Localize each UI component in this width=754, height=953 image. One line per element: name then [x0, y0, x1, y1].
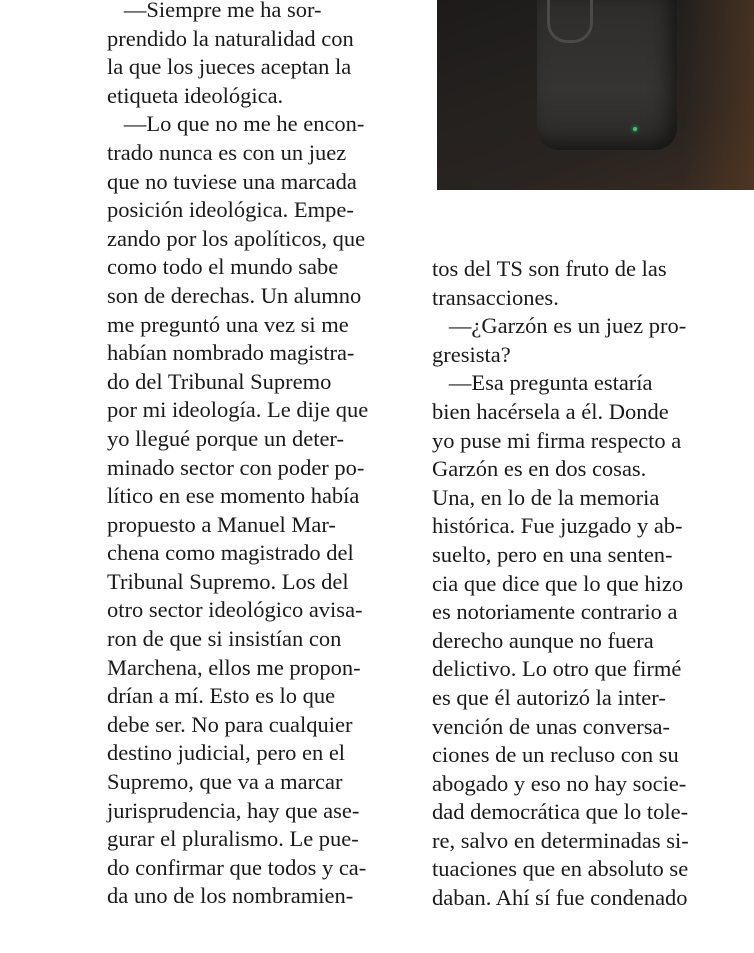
- text-line: es notoriamente contrario a: [432, 599, 678, 625]
- text-line: destino judicial, pero en el: [107, 740, 346, 766]
- text-line: son de derechas. Un alumno: [107, 282, 362, 308]
- article-column-left: [107, 0, 397, 911]
- text-line: da uno de los nombramien-: [107, 883, 354, 909]
- text-line: suelto, pero en una senten-: [432, 541, 673, 567]
- text-line: derecho aunque no fuera: [432, 627, 654, 653]
- text-line: re, salvo en determinadas si-: [432, 827, 689, 853]
- article-photo: [437, 0, 754, 190]
- text-line: debe ser. No para cualquier: [107, 711, 353, 737]
- text-line: zando por los apolíticos, que: [107, 225, 366, 251]
- text-line: propuesto a Manuel Mar-: [107, 511, 336, 537]
- text-line: Marchena, ellos me propon-: [107, 654, 361, 680]
- text-line: ciones de un recluso con su: [432, 742, 679, 768]
- text-line: dad democrática que lo tole-: [432, 799, 689, 825]
- text-line: do confirmar que todos y ca-: [107, 854, 367, 880]
- text-line: lítico en ese momento había: [107, 483, 360, 509]
- text-line: —Esa pregunta estaría: [432, 370, 653, 396]
- text-line: es que él autorizó la inter-: [432, 684, 666, 710]
- text-line: vención de unas conversa-: [432, 713, 671, 739]
- text-line: etiqueta ideológica.: [107, 82, 284, 108]
- text-line: gresista?: [432, 341, 511, 367]
- photo-green-led: [633, 127, 637, 131]
- text-line: Una, en lo de la memoria: [432, 484, 660, 510]
- text-line: tos del TS son fruto de las: [432, 256, 667, 281]
- text-line: Garzón es en dos cosas.: [432, 456, 647, 482]
- text-line: daban. Ahí sí fue condenado: [432, 885, 688, 911]
- text-line: habían nombrado magistra-: [107, 340, 355, 366]
- text-line: que no tuviese una marcada: [107, 168, 357, 194]
- text-line: yo llegué porque un deter-: [107, 425, 344, 451]
- text-line: Tribunal Supremo. Los del: [107, 568, 349, 594]
- text-line: histórica. Fue juzgado y ab-: [432, 513, 683, 539]
- photo-cable-shape: [547, 0, 593, 43]
- text-line: trado nunca es con un juez: [107, 139, 347, 165]
- text-line: do del Tribunal Supremo: [107, 368, 332, 394]
- text-line: transacciones.: [432, 284, 559, 310]
- text-line: prendido la naturalidad con: [107, 25, 354, 51]
- article-column-right: [432, 255, 722, 913]
- text-line: otro sector ideológico avisa-: [107, 597, 363, 623]
- text-line: Supremo, que va a marcar: [107, 769, 343, 795]
- text-line: por mi ideología. Le dije que: [107, 397, 369, 423]
- text-line: delictivo. Lo otro que firmé: [432, 656, 682, 682]
- text-line: minado sector con poder po-: [107, 454, 365, 480]
- text-line: cia que dice que lo que hizo: [432, 570, 684, 596]
- text-line: jurisprudencia, hay que ase-: [107, 797, 360, 823]
- text-line: drían a mí. Esto es lo que: [107, 683, 336, 709]
- text-line: gurar el pluralismo. Le pue-: [107, 826, 359, 852]
- text-line: tuaciones que en absoluto se: [432, 856, 689, 882]
- text-line: yo puse mi firma respecto a: [432, 427, 682, 453]
- text-line: bien hacérsela a él. Donde: [432, 398, 669, 424]
- text-line: como todo el mundo sabe: [107, 254, 339, 280]
- text-line: abogado y eso no hay socie-: [432, 770, 687, 796]
- text-line: me preguntó una vez si me: [107, 311, 349, 337]
- text-line: chena como magistrado del: [107, 540, 354, 566]
- text-line: —¿Garzón es un juez pro-: [432, 313, 687, 339]
- text-line: la que los jueces aceptan la: [107, 54, 352, 80]
- text-line: ron de que si insistían con: [107, 626, 342, 652]
- photo-warm-edge: [684, 0, 754, 190]
- text-line: posición ideológica. Empe-: [107, 197, 354, 223]
- text-line: —Lo que no me he encon-: [107, 111, 365, 137]
- text-line: —Siempre me ha sor-: [107, 0, 322, 22]
